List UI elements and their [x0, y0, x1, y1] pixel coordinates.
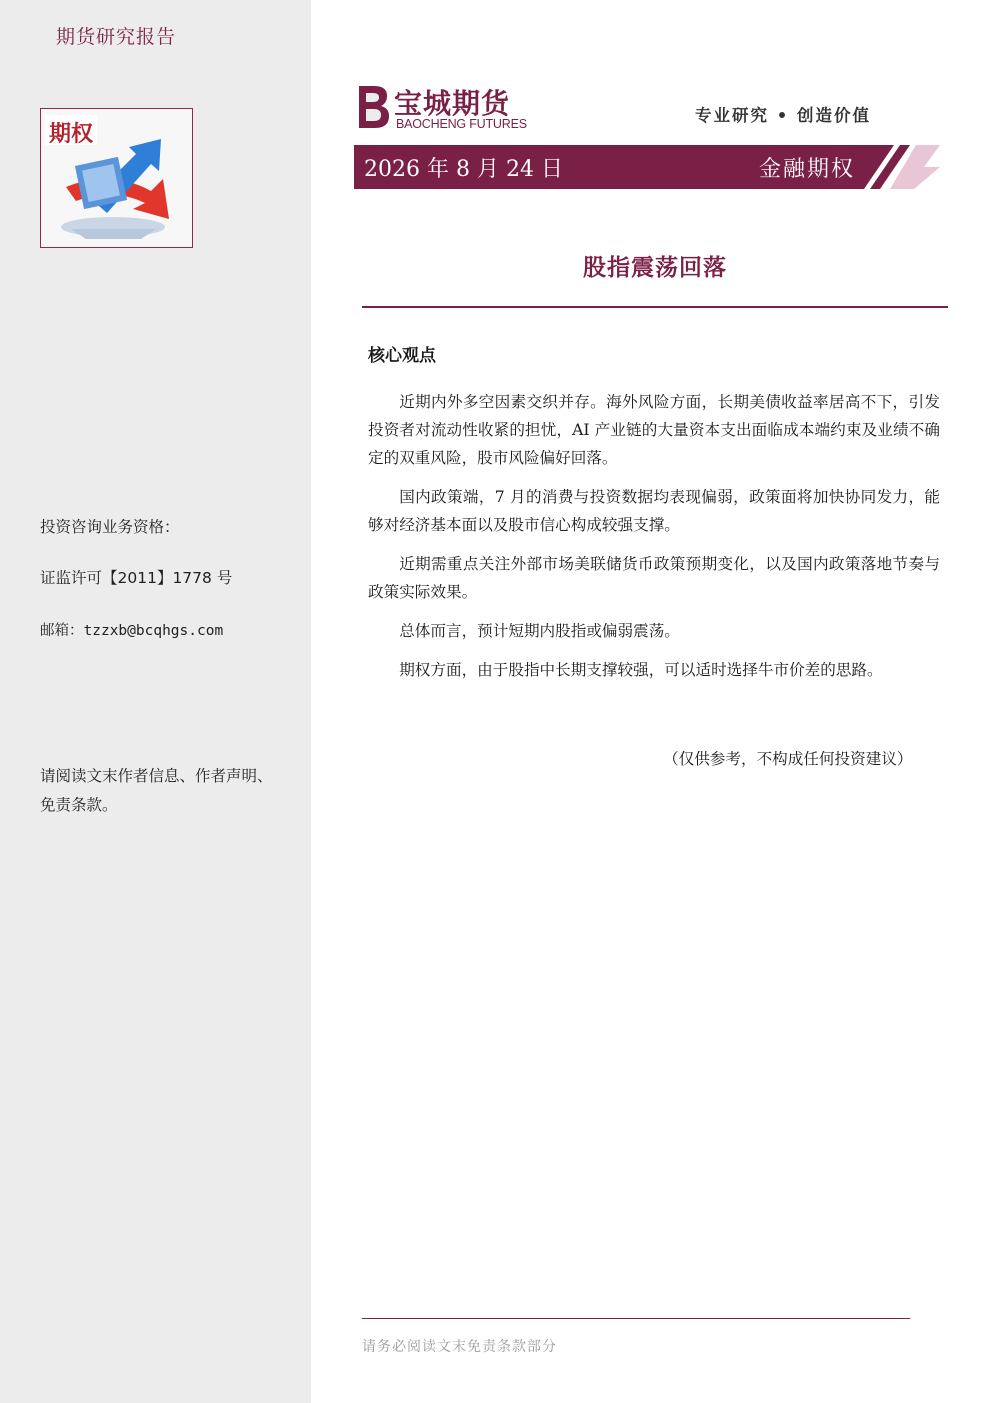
- footer-note: 请务必阅读文末免责条款部分: [362, 1339, 557, 1355]
- qualification-label: 投资咨询业务资格：: [40, 518, 180, 536]
- cover-badge-text: 期权: [49, 122, 94, 147]
- sidebar: [0, 0, 311, 1403]
- report-title: 股指震荡回落: [583, 255, 727, 281]
- report-body: [368, 388, 940, 695]
- report-date: 2026 年 8 月 24 日: [364, 157, 563, 182]
- options-cover-image: [40, 108, 193, 248]
- logo-english-name: BAOCHENG FUTURES: [396, 117, 527, 131]
- logo-mark-icon: [355, 84, 391, 130]
- section-heading: 核心观点: [368, 346, 436, 366]
- body-paragraph: 近期需重点关注外部市场美联储货币政策预期变化，以及国内政策落地节奏与政策实际效果。: [368, 555, 940, 601]
- body-paragraph: 期权方面，由于股指中长期支撑较强，可以适时选择牛市价差的思路。: [399, 661, 883, 679]
- logo-chinese-name: 宝城期货: [394, 87, 511, 120]
- report-type-label: 期货研究报告: [56, 26, 177, 48]
- investment-disclaimer: （仅供参考，不构成任何投资建议）: [663, 750, 913, 768]
- contact-email: 邮箱：tzzxb@bcqhgs.com: [40, 623, 224, 639]
- options-cover-illustration: [41, 109, 191, 246]
- company-logo: [355, 84, 525, 132]
- read-disclaimer-note: 请阅读文末作者信息、作者声明、免责条款。: [40, 767, 273, 814]
- footer-divider: [362, 1318, 910, 1319]
- license-number: 证监许可【2011】1778 号: [40, 569, 233, 587]
- body-paragraph: 近期内外多空因素交织并存。海外风险方面，长期美债收益率居高不下，引发投资者对流动性收紧的担忧，AI 产业链的大量资本支出面临成本端约束及业绩不确定的双重风险，股市风险偏好回落。: [368, 393, 940, 467]
- company-slogan: 专业研究 • 创造价值: [695, 106, 872, 125]
- body-paragraph: 总体而言，预计短期内股指或偏弱震荡。: [399, 622, 680, 640]
- report-category: 金融期权: [759, 157, 856, 182]
- body-paragraph: 国内政策端，7 月的消费与投资数据均表现偏弱，政策面将加快协同发力，能够对经济基本面以及股市信心构成较强支撑。: [368, 488, 940, 534]
- title-divider: [362, 306, 948, 308]
- date-banner: [354, 145, 940, 189]
